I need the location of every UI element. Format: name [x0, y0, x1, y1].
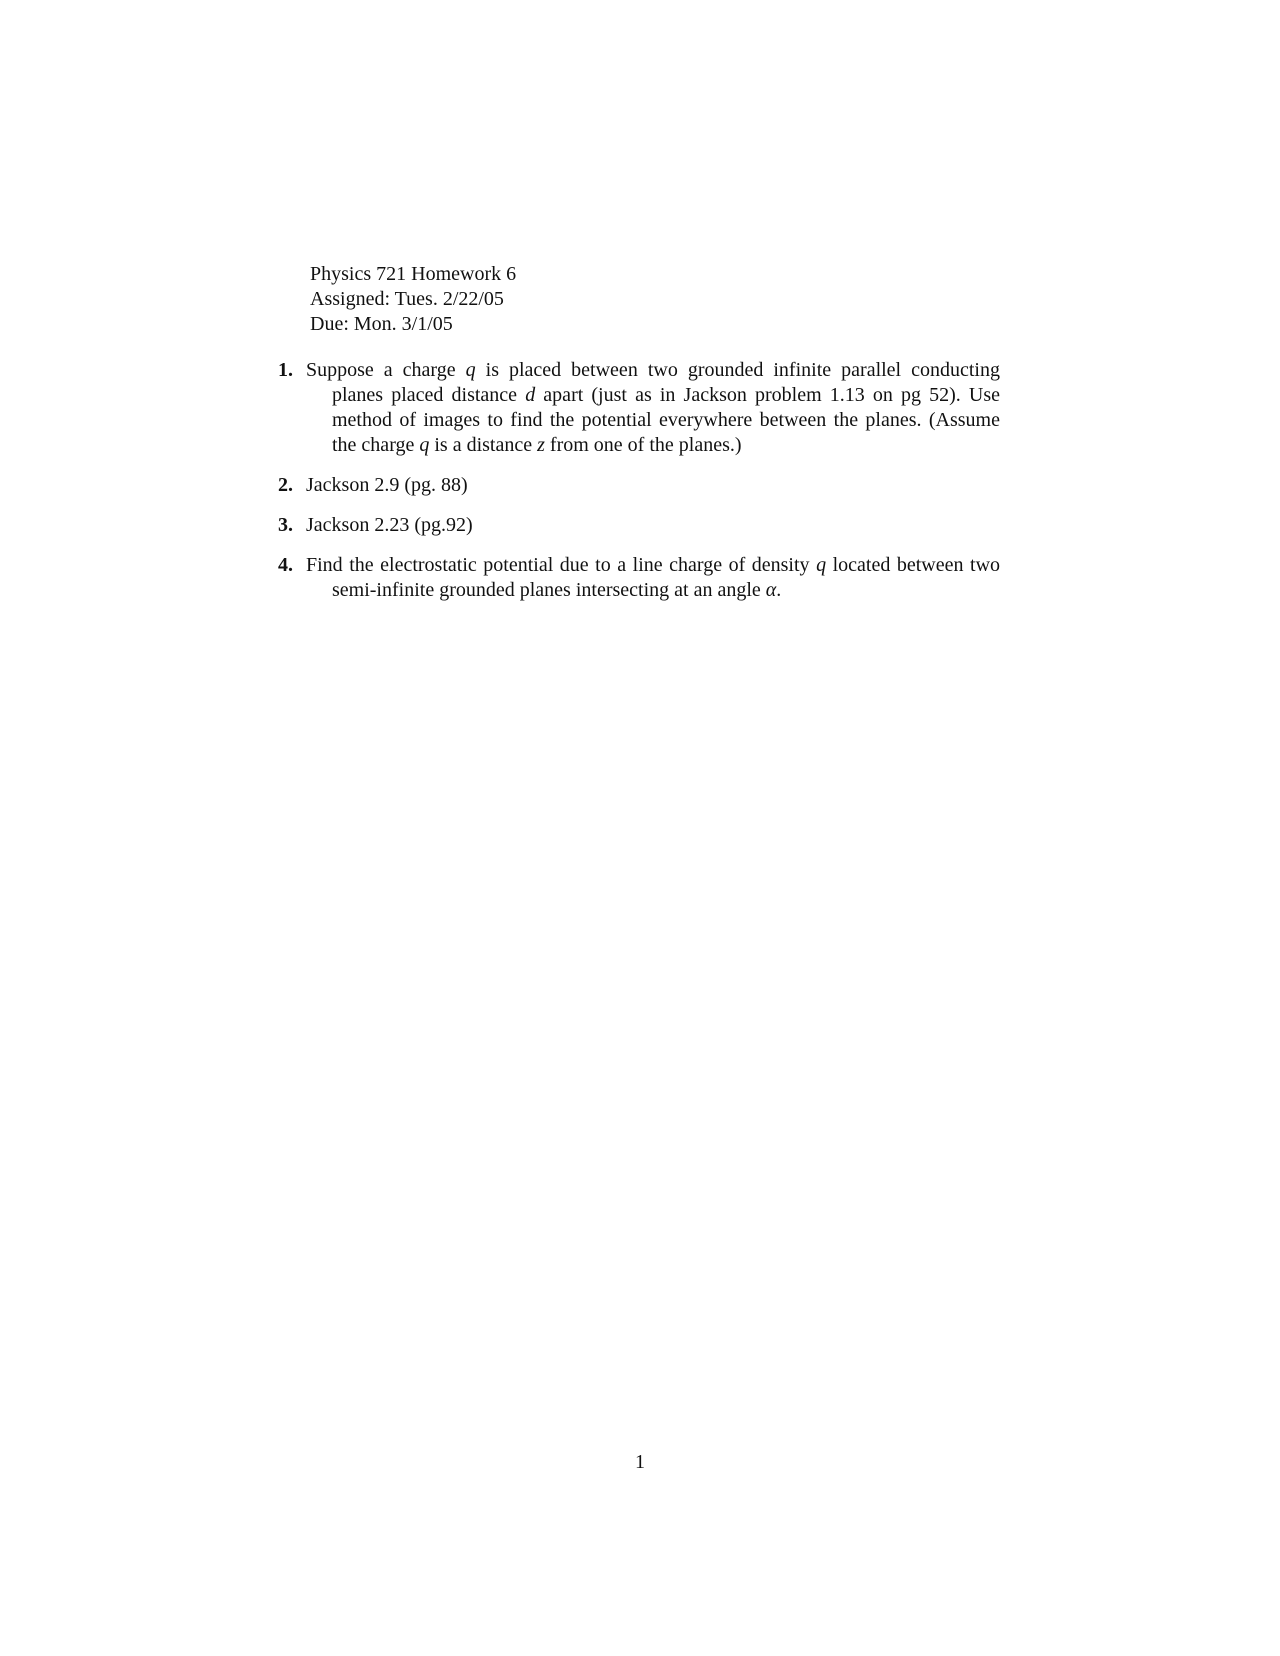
text-segment: is placed between two grounded infinite parallel conducting	[475, 359, 1000, 381]
problem-item	[278, 553, 1000, 603]
problem-line	[306, 578, 1000, 603]
problem-text	[306, 358, 1000, 458]
problem-number: 3.	[278, 514, 293, 536]
math-variable: q	[465, 359, 476, 381]
problem-text	[306, 513, 1000, 538]
math-variable: d	[525, 384, 536, 406]
text-segment: Jackson 2.9 (pg. 88)	[306, 474, 468, 496]
problem-line	[306, 513, 1000, 538]
text-segment: from one of the planes.)	[544, 434, 742, 456]
problem-line	[306, 433, 1000, 458]
problem-item	[278, 358, 1000, 458]
problem-item	[278, 473, 1000, 498]
problem-number: 2.	[278, 474, 293, 496]
text-segment: Suppose a charge	[306, 359, 466, 381]
document-title: Physics 721 Homework 6	[310, 263, 517, 285]
text-segment: semi-infinite grounded planes intersecting at an angle	[332, 579, 766, 601]
problem-number: 4.	[278, 554, 293, 576]
text-segment: the charge	[332, 434, 420, 456]
problem-line	[306, 553, 1000, 578]
math-variable: z	[537, 434, 545, 456]
problem-list	[278, 358, 1000, 618]
text-segment: planes placed distance	[332, 384, 526, 406]
math-variable: α	[765, 579, 777, 601]
math-variable: q	[816, 554, 827, 576]
text-segment: apart (just as in Jackson problem 1.13 on pg 52). Use	[535, 384, 1001, 406]
problem-line	[306, 408, 1000, 433]
problem-line	[306, 473, 1000, 498]
text-segment: method of images to find the potential everywhere between the planes. (Assume	[332, 409, 1000, 431]
problem-line	[306, 383, 1000, 408]
problem-line	[306, 358, 1000, 383]
page-number: 1	[635, 1451, 645, 1473]
document-header	[310, 262, 516, 337]
assigned-date: Assigned: Tues. 2/22/05	[310, 288, 504, 310]
text-segment: Jackson 2.23 (pg.92)	[306, 514, 473, 536]
text-segment: is a distance	[429, 434, 538, 456]
problem-text	[306, 553, 1000, 603]
problem-item	[278, 513, 1000, 538]
text-segment: .	[776, 579, 782, 601]
problem-text	[306, 473, 1000, 498]
math-variable: q	[419, 434, 430, 456]
text-segment: Find the electrostatic potential due to a line charge of density	[306, 554, 817, 576]
due-date: Due: Mon. 3/1/05	[310, 313, 453, 335]
problem-number: 1.	[278, 359, 293, 381]
text-segment: located between two	[826, 554, 1001, 576]
